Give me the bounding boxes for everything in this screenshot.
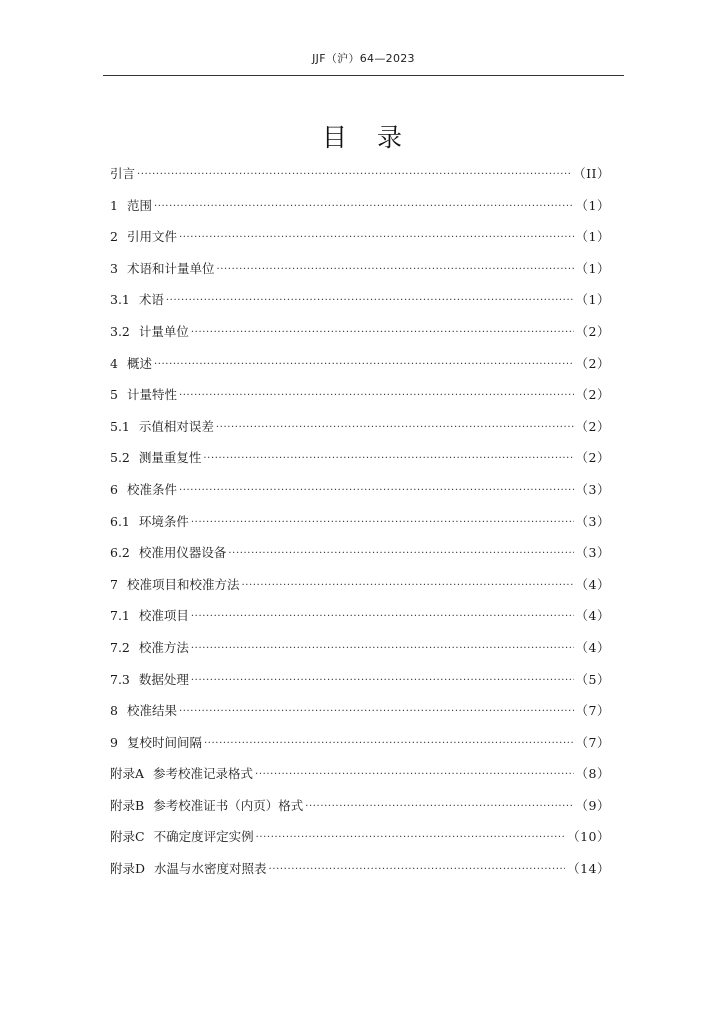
toc-entry-page: （7） [575,703,610,719]
toc-entry[interactable] [110,511,610,543]
toc-entry-title: 校准结果 [126,703,177,719]
toc-entry-label [110,795,303,817]
toc-entry-number: 7.2 [110,639,130,655]
toc-entry[interactable] [110,669,610,701]
toc-entry-number: 9 [110,734,118,750]
toc-entry-page: （7） [575,734,610,750]
toc-entry-number: 8 [110,703,118,719]
toc-entry-number: 4 [110,355,118,371]
toc-entry-page: （2） [575,323,610,339]
toc-entry-title: 参考校准记录格式 [153,766,254,782]
toc-entry[interactable] [110,795,610,827]
toc-dot-leader [179,480,574,502]
toc-entry-label [110,732,202,754]
toc-dot-leader [191,638,574,660]
toc-entry-number: 附录A [110,766,145,782]
toc-entry[interactable] [110,858,610,890]
toc-entry-page: （1） [575,229,610,245]
toc-entry[interactable] [110,637,610,669]
toc-entry-label [110,605,189,627]
toc-dot-leader [137,164,571,186]
toc-entry-title: 环境条件 [138,513,189,529]
toc-entry-page: （14） [567,861,610,877]
toc-entry[interactable] [110,700,610,732]
toc-entry-number: 附录D [110,861,146,877]
toc-entry-number: 附录B [110,797,145,813]
toc-entry-title: 测量重复性 [138,450,202,466]
toc-dot-leader [305,796,573,818]
toc-dot-leader [228,543,573,565]
toc-entry-label [110,479,177,501]
toc-dot-leader [269,859,566,881]
toc-entry-label [110,511,189,533]
toc-dot-leader [179,701,574,723]
toc-entry-number: 7.3 [110,671,130,687]
toc-entry-label [110,700,177,722]
header-divider [103,75,624,76]
table-of-contents [110,163,610,890]
toc-entry-label [110,574,239,596]
toc-dot-leader [191,670,574,692]
toc-entry-label [110,163,135,185]
toc-entry-label [110,195,152,217]
toc-entry-number: 3.1 [110,292,130,308]
title-char-1: 目 [321,123,347,152]
toc-dot-leader [191,322,574,344]
toc-entry-page: （2） [575,355,610,371]
toc-dot-leader [216,259,573,281]
page-title [0,118,724,154]
toc-entry[interactable] [110,258,610,290]
toc-entry-title: 复校时间间隔 [126,734,202,750]
toc-entry-title: 引用文件 [126,229,177,245]
toc-dot-leader [179,385,574,407]
toc-entry-label [110,258,214,280]
toc-entry-label [110,226,177,248]
toc-entry-label [110,669,189,691]
toc-entry-title: 校准项目 [138,608,189,624]
toc-dot-leader [166,290,574,312]
toc-entry-title: 术语和计量单位 [126,260,215,276]
toc-entry-title: 数据处理 [138,671,189,687]
toc-entry-number: 6 [110,481,118,497]
toc-entry-page: （10） [567,829,610,845]
toc-entry[interactable] [110,289,610,321]
toc-dot-leader [241,575,573,597]
toc-entry-title: 校准用仪器设备 [138,545,227,561]
toc-entry-title: 校准项目和校准方法 [126,576,240,592]
toc-entry[interactable] [110,384,610,416]
toc-entry-label [110,542,226,564]
toc-entry[interactable] [110,163,610,195]
toc-entry[interactable] [110,195,610,227]
toc-dot-leader [216,417,574,439]
toc-dot-leader [191,606,574,628]
toc-entry-page: （8） [575,766,610,782]
toc-entry[interactable] [110,574,610,606]
toc-entry-page: （1） [575,292,610,308]
toc-entry-label [110,858,267,880]
toc-entry-number: 3.2 [110,323,130,339]
running-header: JJF（沪）64—2023 [312,52,415,65]
toc-entry-number: 5 [110,387,118,403]
toc-entry-page: （4） [575,576,610,592]
toc-entry-number: 3 [110,260,118,276]
toc-entry[interactable] [110,605,610,637]
toc-entry-page: （9） [575,797,610,813]
toc-entry-page: （2） [575,418,610,434]
toc-entry-number: 附录C [110,829,145,845]
title-char-2: 录 [377,123,403,152]
toc-entry[interactable] [110,447,610,479]
toc-entry-number: 6.2 [110,545,130,561]
toc-entry[interactable] [110,479,610,511]
toc-dot-leader [204,733,574,755]
toc-entry-title: 水温与水密度对照表 [154,861,267,877]
toc-entry-label [110,826,254,848]
toc-dot-leader [191,512,574,534]
toc-entry[interactable] [110,321,610,353]
toc-entry-label [110,321,189,343]
toc-entry-number: 5.2 [110,450,130,466]
toc-entry-label [110,447,201,469]
toc-entry-number: 7 [110,576,118,592]
toc-entry-title: 校准方法 [138,639,189,655]
toc-dot-leader [179,227,574,249]
toc-entry[interactable] [110,353,610,385]
toc-entry-page: （2） [575,387,610,403]
toc-entry-page: （3） [575,545,610,561]
toc-entry-page: （II） [573,166,610,181]
toc-entry-label [110,763,253,785]
toc-entry-page: （1） [575,197,610,213]
toc-entry-title: 校准条件 [126,481,177,497]
toc-entry-title: 不确定度评定实例 [153,829,254,845]
toc-entry[interactable] [110,763,610,795]
toc-entry-page: （1） [575,260,610,276]
toc-dot-leader [256,827,566,849]
toc-entry-label [110,384,177,406]
toc-entry-number: 2 [110,229,118,245]
toc-entry-title: 计量单位 [138,323,189,339]
toc-entry-number: 1 [110,197,118,213]
toc-entry-page: （2） [575,450,610,466]
toc-entry-page: （4） [575,639,610,655]
toc-dot-leader [203,448,573,470]
toc-entry-number: 7.1 [110,608,130,624]
toc-entry-title: 引言 [110,166,136,181]
toc-entry[interactable] [110,542,610,574]
toc-entry-number: 5.1 [110,418,130,434]
toc-entry-label [110,289,164,311]
toc-entry-page: （4） [575,608,610,624]
toc-entry-title: 参考校准证书（内页）格式 [153,797,304,813]
toc-entry[interactable] [110,226,610,258]
toc-entry-page: （5） [575,671,610,687]
toc-entry[interactable] [110,732,610,764]
toc-entry-title: 示值相对误差 [138,418,214,434]
toc-entry-label [110,637,189,659]
toc-entry-label [110,353,152,375]
toc-entry-title: 概述 [126,355,152,371]
toc-dot-leader [255,764,574,786]
toc-entry-label [110,416,214,438]
toc-entry-title: 范围 [126,197,152,213]
toc-entry-page: （3） [575,513,610,529]
toc-entry[interactable] [110,826,610,858]
toc-entry-title: 计量特性 [126,387,177,403]
toc-dot-leader [154,196,574,218]
toc-entry-page: （3） [575,481,610,497]
toc-dot-leader [154,354,574,376]
toc-entry-title: 术语 [138,292,164,308]
toc-entry[interactable] [110,416,610,448]
toc-entry-number: 6.1 [110,513,130,529]
